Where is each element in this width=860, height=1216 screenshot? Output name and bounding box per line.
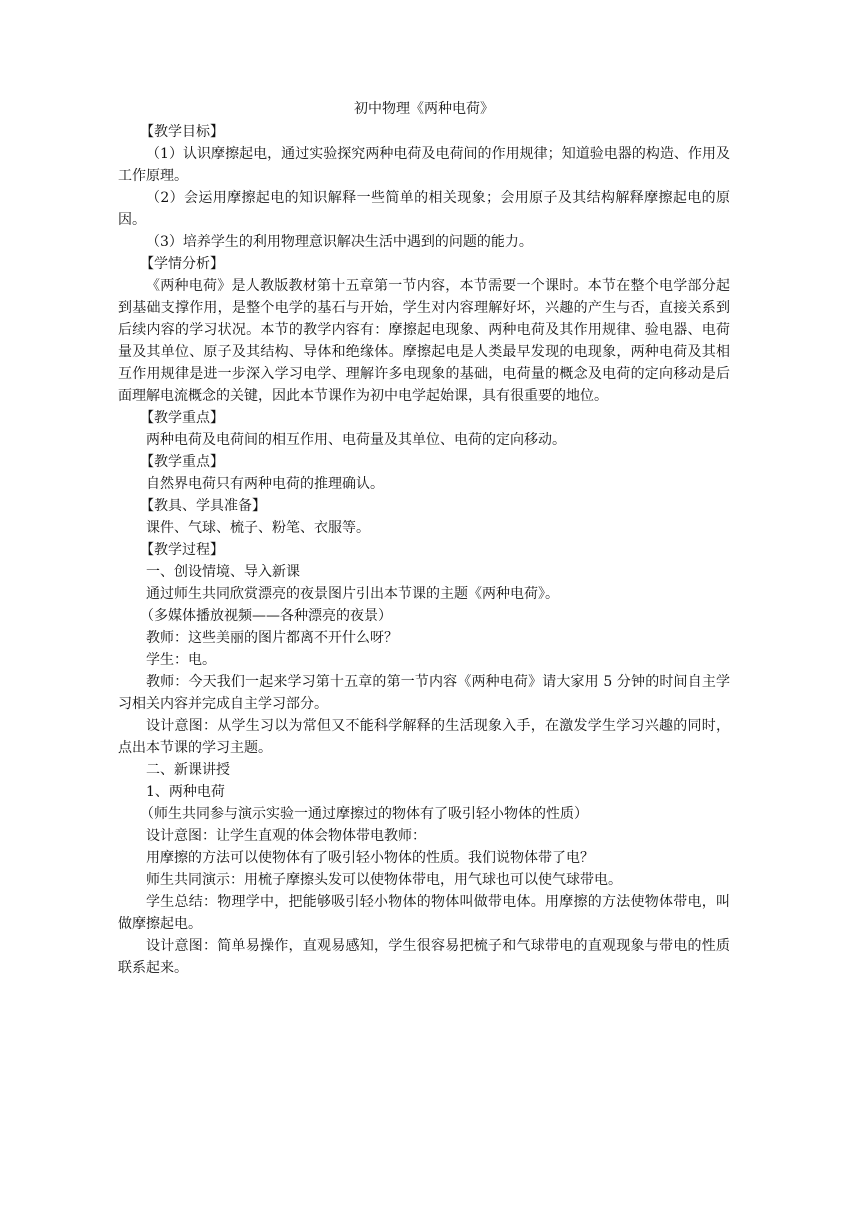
section-heading-analysis: 【学情分析】	[140, 256, 224, 272]
paragraph: （2）会运用摩擦起电的知识解释一些简单的相关现象；会用原子及其结构解释摩擦起电的原因。	[118, 190, 730, 228]
paragraph: （多媒体播放视频——各种漂亮的夜景）	[140, 608, 392, 624]
section-heading-key-points: 【教学重点】	[140, 410, 224, 426]
paragraph: 课件、气球、梳子、粉笔、衣服等。	[146, 520, 370, 536]
section-heading-process: 【教学过程】	[140, 542, 224, 558]
subsection-heading: 二、新课讲授	[146, 762, 230, 778]
paragraph: （1）认识摩擦起电，通过实验探究两种电荷及电荷间的作用规律；知道验电器的构造、作用及工作原理。	[118, 146, 730, 184]
section-heading-key-points-2: 【教学重点】	[140, 454, 224, 470]
paragraph: 教师：今天我们一起来学习第十五章的第一节内容《两种电荷》请大家用 5 分钟的时间自主学习相关内容并完成自主学习部分。	[118, 674, 730, 712]
paragraph: 师生共同演示：用梳子摩擦头发可以使物体带电，用气球也可以使气球带电。	[146, 872, 622, 888]
document-page	[118, 98, 730, 979]
paragraph: （3）培养学生的利用物理意识解决生活中遇到的问题的能力。	[146, 234, 533, 250]
paragraph: 两种电荷及电荷间的相互作用、电荷量及其单位、电荷的定向移动。	[146, 432, 566, 448]
document-title: 初中物理《两种电荷》	[354, 101, 494, 117]
paragraph: 设计意图：让学生直观的体会物体带电教师：	[146, 828, 426, 844]
paragraph: 用摩擦的方法可以使物体有了吸引轻小物体的性质。我们说物体带了电？	[146, 850, 594, 866]
paragraph: 学生：电。	[146, 652, 216, 668]
paragraph: （师生共同参与演示实验一通过摩擦过的物体有了吸引轻小物体的性质）	[140, 806, 588, 822]
paragraph: 设计意图：从学生习以为常但又不能科学解释的生活现象入手，在激发学生学习兴趣的同时，点出本节课的学习主题。	[118, 718, 730, 756]
paragraph: 学生总结：物理学中，把能够吸引轻小物体的物体叫做带电体。用摩擦的方法使物体带电，叫做摩擦起电。	[118, 894, 730, 932]
paragraph: 通过师生共同欣赏漂亮的夜景图片引出本节课的主题《两种电荷》。	[146, 586, 559, 602]
section-heading-materials: 【教具、学具准备】	[140, 498, 266, 514]
subsection-heading: 1、两种电荷	[146, 784, 225, 800]
paragraph: 《两种电荷》是人教版教材第十五章第一节内容，本节需要一个课时。本节在整个电学部分起到基础支撑作用，是整个电学的基石与开始，学生对内容理解好坏，兴趣的产生与否，直接关系到后续内容的学习状况。本节的教学内容有：摩擦起电现象、两种电荷及其作用规律、验电器、电荷量及其单位、原子及其结构、导体和绝缘体。摩擦起电是人类最早发现的电现象，两种电荷及其相互作用规律是进一步深入学习电学、理解许多电现象的基础，电荷量的概念及电荷的定向移动是后面理解电流概念的关键，因此本节课作为初中电学起始课，具有很重要的地位。	[118, 278, 730, 404]
paragraph: 教师：这些美丽的图片都离不开什么呀？	[146, 630, 398, 646]
subsection-heading: 一、创设情境、导入新课	[146, 564, 300, 580]
paragraph: 设计意图：简单易操作，直观易感知，学生很容易把梳子和气球带电的直观现象与带电的性质联系起来。	[118, 938, 730, 976]
paragraph: 自然界电荷只有两种电荷的推理确认。	[146, 476, 384, 492]
section-heading-objectives: 【教学目标】	[140, 124, 224, 140]
